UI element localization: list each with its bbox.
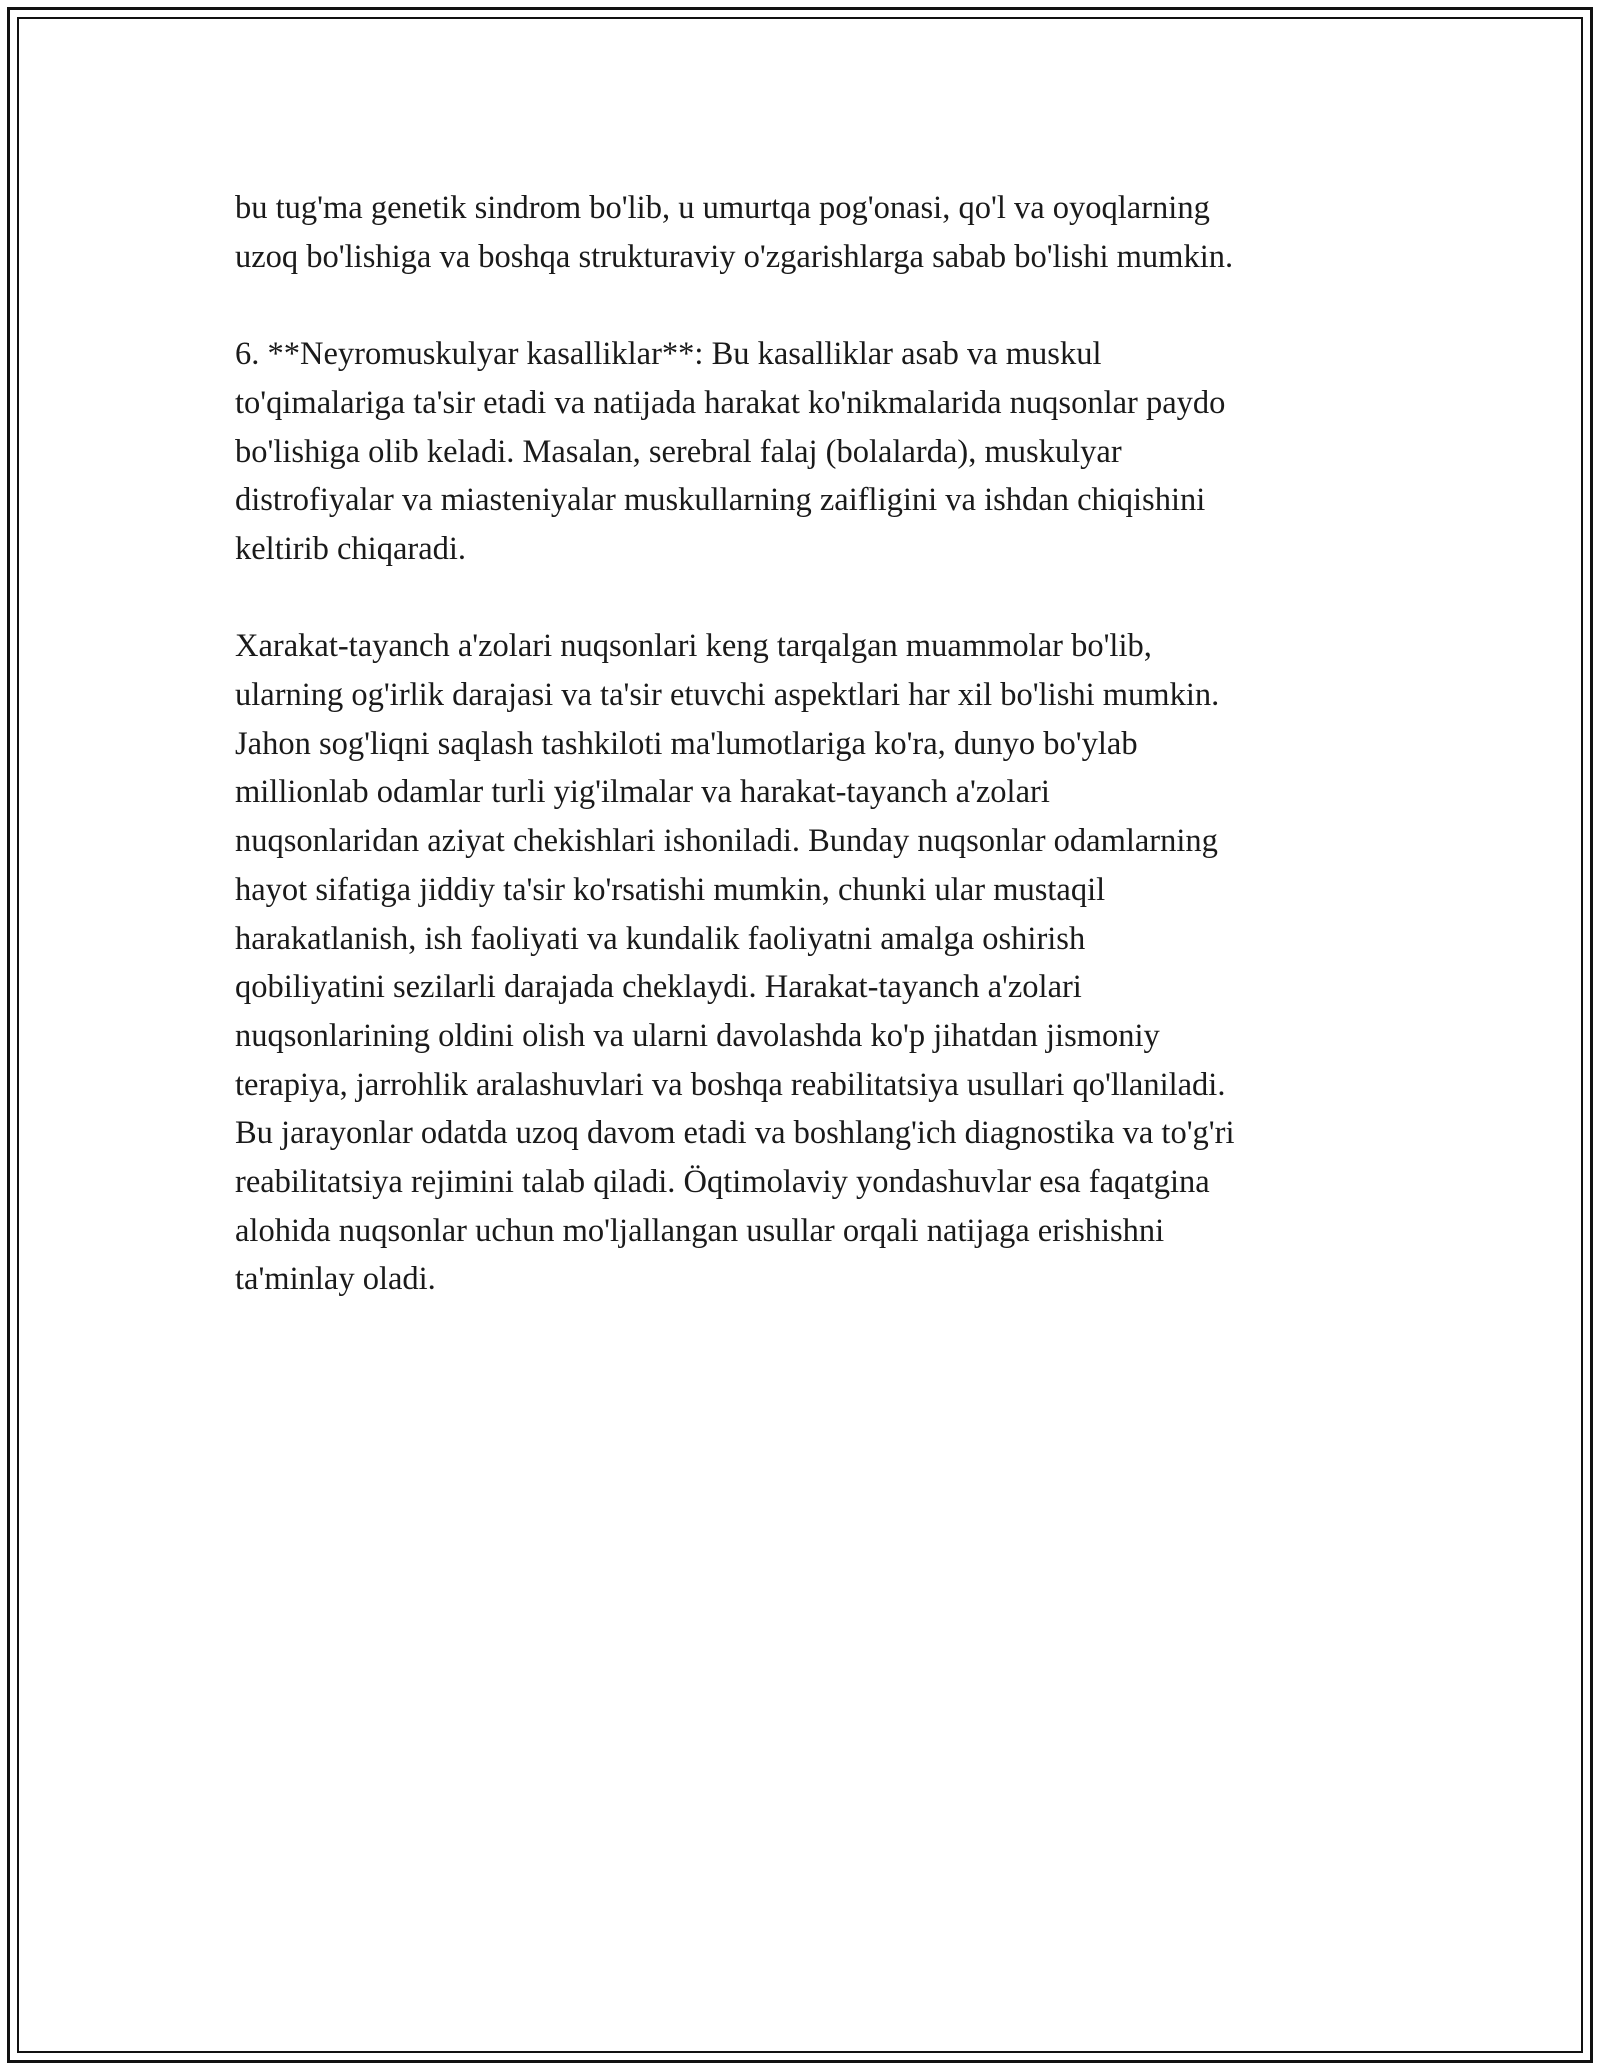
text-line: millionlab odamlar turli yig'ilmalar va harakat-tayanch a'zolari [235, 774, 1050, 811]
text-line: Xarakat-tayanch a'zolari nuqsonlari keng tarqalgan muammolar bo'lib, [235, 628, 1152, 665]
text-line: Bu jarayonlar odatda uzoq davom etadi va boshlang'ich diagnostika va to'g'ri [235, 1115, 1235, 1152]
text-line: 6. **Neyromuskulyar kasalliklar**: Bu kasalliklar asab va muskul [235, 336, 1102, 373]
paragraph-summary [235, 622, 1375, 1304]
text-line: nuqsonlaridan aziyat chekishlari ishoniladi. Bunday nuqsonlar odamlarning [235, 823, 1218, 860]
text-line: bu tug'ma genetik sindrom bo'lib, u umurtqa pog'onasi, qo'l va oyoqlarning [235, 190, 1210, 226]
text-line: alohida nuqsonlar uchun mo'ljallangan usullar orqali natijaga erishishni [235, 1212, 1165, 1249]
paragraph-syndrome-continuation [235, 184, 1375, 281]
text-line: uzoq bo'lishiga va boshqa strukturaviy o'zgarishlarga sabab bo'lishi mumkin. [235, 238, 1234, 275]
text-line: distrofiyalar va miasteniyalar muskullarning zaifligini va ishdan chiqishini [235, 482, 1206, 519]
text-line: hayot sifatiga jiddiy ta'sir ko'rsatishi mumkin, chunki ular mustaqil [235, 871, 1106, 908]
text-line: terapiya, jarrohlik aralashuvlari va boshqa reabilitatsiya usullari qo'llaniladi. [235, 1066, 1226, 1103]
text-line: Jahon sog'liqni saqlash tashkiloti ma'lumotlariga ko'ra, dunyo bo'ylab [235, 725, 1138, 762]
text-line: ta'minlay oladi. [235, 1261, 436, 1298]
text-line: bo'lishiga olib keladi. Masalan, serebral falaj (bolalarda), muskulyar [235, 433, 1122, 470]
text-line: to'qimalariga ta'sir etadi va natijada harakat ko'nikmalarida nuqsonlar paydo [235, 384, 1226, 421]
text-line: ularning og'irlik darajasi va ta'sir etuvchi aspektlari har xil bo'lishi mumkin. [235, 677, 1220, 713]
document-body [235, 184, 1375, 1353]
text-line: keltirib chiqaradi. [235, 530, 467, 567]
paragraph-neuromuscular-diseases [235, 330, 1375, 574]
text-line: qobiliyatini sezilarli darajada cheklaydi. Harakat-tayanch a'zolari [235, 969, 1082, 1006]
text-line: reabilitatsiya rejimini talab qiladi. Öqtimolaviy yondashuvlar esa faqatgina [235, 1164, 1210, 1201]
text-line: harakatlanish, ish faoliyati va kundalik faoliyatni amalga oshirish [235, 920, 1086, 957]
text-line: nuqsonlarining oldini olish va ularni davolashda ko'p jihatdan jismoniy [235, 1017, 1160, 1054]
